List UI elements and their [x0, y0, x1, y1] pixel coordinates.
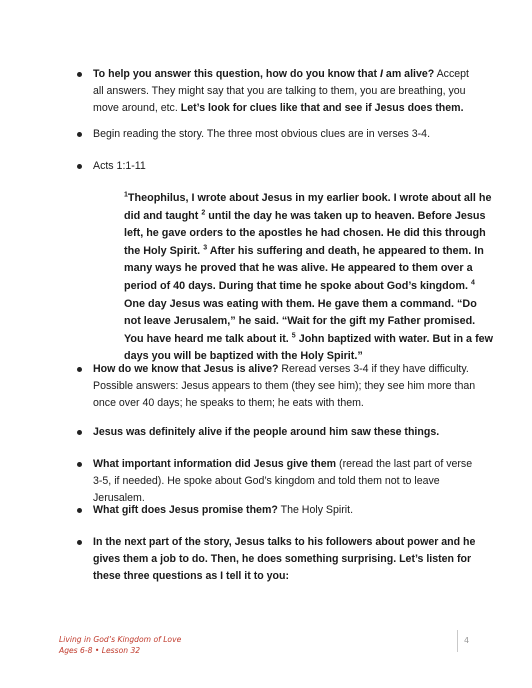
bullet-icon: [77, 508, 82, 513]
bullet-text: Begin reading the story. The three most obvious clues are in verses 3-4.: [93, 128, 431, 140]
bullet-icon: [77, 430, 82, 435]
bullet-icon: [77, 132, 82, 137]
scripture-reference: Acts 1:1-11: [93, 160, 146, 172]
footer-subtitle: Ages 6-8 • Lesson 32: [59, 646, 141, 655]
footer-title: Living in God’s Kingdom of Love: [59, 635, 182, 644]
bullet-text: What gift does Jesus promise them? The Holy Spirit.: [93, 504, 354, 516]
bullet-icon: [77, 72, 82, 77]
bullet-text: In the next part of the story, Jesus talks to his followers about power and he gives them a job to do. Then, he does something surprising. Let’s listen for these three questions as I tell it to you:: [93, 536, 476, 582]
bullet-icon: [77, 540, 82, 545]
bullet-text: To help you answer this question, how do you know that I am alive? Accept all answers. They might say that you are talking to them, you are breathing, you move around, etc. Let’s look for clues like that and see if Jesus does them.: [93, 68, 469, 114]
scripture-quote: $^1$Theophilus, I wrote about Jesus in my earlier book. I wrote about all he did and taught $^2$ until the day he was taken up to heaven. Before Jesus left, he gave orders to the apostles he had chosen. He did this through the Holy Spirit. $^3$ After his suffering and death, he appeared to them. In many ways he proved that he was alive. He appeared to them over a period of 40 days. During that time he spoke about God’s kingdom. $^4$ One day Jesus was eating with them. He gave them a command. “Do not leave Jerusalem,” he said. “Wait for the gift my Father promised. You have heard me talk about it. $^5$ John baptized with water. But in a few days you will be baptized with the Holy Spirit.”: [124, 191, 494, 363]
bullet-icon: [77, 367, 82, 372]
bullet-text: Jesus was definitely alive if the people around him saw these things.: [93, 426, 440, 438]
bullet-text: What important information did Jesus give them (reread the last part of verse 3-5, if needed). He spoke about God’s kingdom and told them not to leave Jerusalem.: [93, 458, 473, 504]
page-number: 4: [464, 636, 470, 645]
footer-divider: [457, 630, 458, 652]
bullet-icon: [77, 164, 82, 169]
bullet-icon: [77, 462, 82, 467]
footer: [59, 634, 181, 656]
bullet-text: How do we know that Jesus is alive? Reread verses 3-4 if they have difficulty. Possible answers: Jesus appears to them (they see him); they see him more than once over 40 days; he speaks to them; he eats with them.: [93, 363, 476, 409]
